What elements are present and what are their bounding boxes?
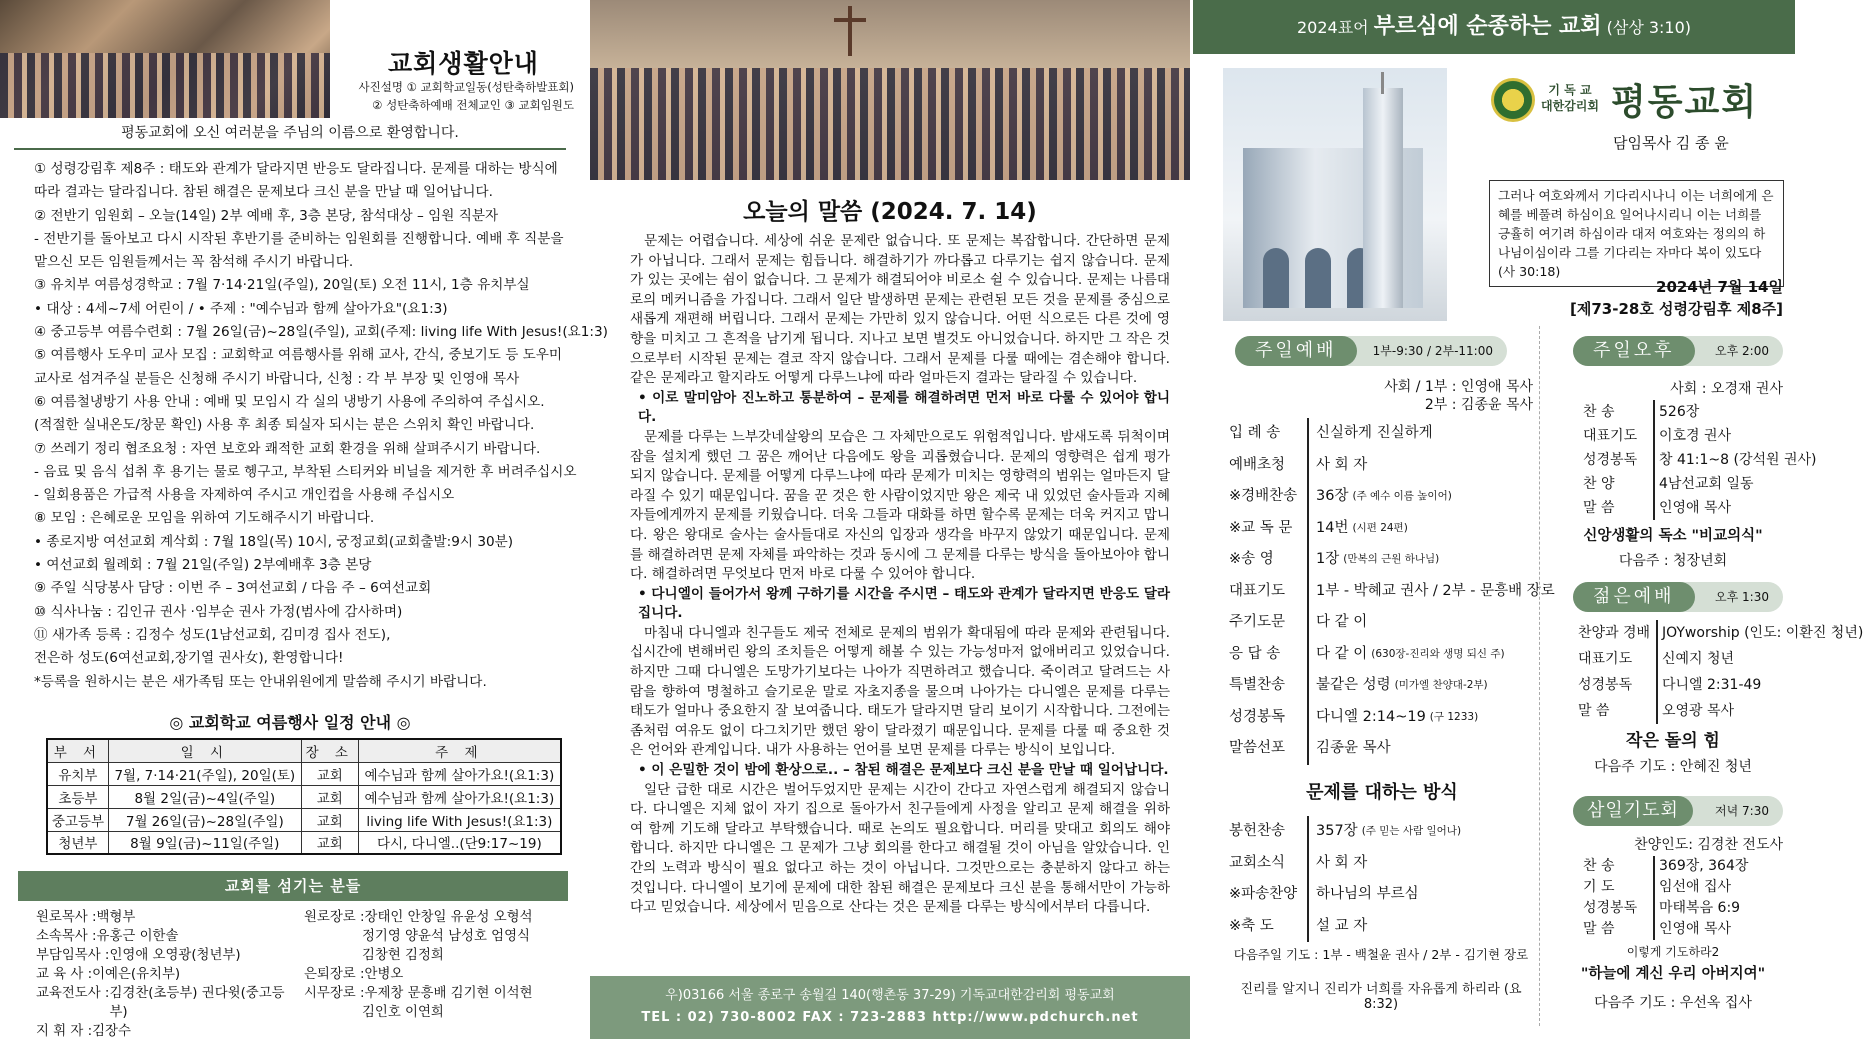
senior-pastor: 담임목사 김 종 윤	[1613, 134, 1729, 152]
order-label: 예배초청	[1229, 456, 1286, 473]
order-value: 14번	[1307, 513, 1348, 545]
staff-role	[304, 927, 362, 946]
order-label: 말씀선포	[1229, 740, 1286, 756]
wednesday-next: 다음주 기도 : 우선옥 집사	[1594, 995, 1752, 1011]
order-item	[1583, 472, 1793, 496]
staff-row	[36, 965, 301, 984]
order-item	[1229, 544, 1535, 576]
order-note: (주 믿는 사람 일어나)	[1361, 825, 1462, 837]
table-cell: 교회	[301, 808, 358, 831]
page-title: 교회생활안내	[388, 49, 539, 78]
order-label: 찬 양	[1583, 476, 1615, 492]
order-value: 526장	[1653, 400, 1699, 424]
sunday-service-header: 주일예배 1부-9:30 / 2부-11:00	[1235, 336, 1507, 366]
staff-list-left	[36, 908, 301, 1041]
notice-line: 맡으신 모든 임원들께서는 꼭 참석해 주시기 바랍니다.	[34, 254, 354, 271]
notices-column	[0, 0, 608, 1039]
church-building-image	[1223, 68, 1447, 321]
staff-row	[304, 1003, 574, 1022]
order-item	[1229, 513, 1535, 545]
wednesday-order-list	[1583, 856, 1793, 940]
notice-line: (적절한 실내온도/창문 확인) 사용 후 최종 퇴실자 되시는 분은 스위치 확인 바랍니다.	[34, 417, 535, 434]
order-item	[1583, 400, 1793, 424]
order-value: 369장, 364장	[1653, 856, 1748, 877]
staff-role	[304, 946, 362, 965]
order-note: (구 1233)	[1429, 710, 1479, 723]
staff-role	[304, 1003, 362, 1022]
order-label: ※교 독 문	[1229, 519, 1293, 536]
table-cell: 예수님과 함께 살아가요!(요1:3)	[358, 762, 561, 785]
order-label: 특별찬송	[1229, 677, 1286, 693]
order-item	[1229, 481, 1535, 513]
notice-line: - 전반기를 돌아보고 다시 시작된 후반기를 준비하는 임원회를 진행합니다. 예배 후 직분을	[34, 230, 564, 247]
youth-service-header: 젊은예배 오후 1:30	[1573, 582, 1783, 612]
staff-role: 시무장로 :	[304, 986, 365, 1001]
next-sunday-prayer: 다음주일 기도 : 1부 - 백철윤 권사 / 2부 - 김기현 장로	[1233, 947, 1529, 962]
staff-names: 김창현 김정희	[362, 948, 444, 963]
afternoon-presider: 사회 : 오경재 권사	[1670, 381, 1783, 397]
order-value: 다니엘 2:31-49	[1656, 672, 1761, 698]
order-note: (630장-진리와 생명 되신 주)	[1371, 647, 1505, 660]
staff-names: 김장수	[92, 1024, 131, 1039]
order-note: (만복의 근원 하나님)	[1343, 553, 1440, 565]
afternoon-message: 신앙생활의 독소 "비교의식"	[1583, 528, 1763, 544]
order-label: 대표기도	[1583, 428, 1638, 444]
notice-line: ⑩ 식사나눔 : 김인규 권사 ·임부순 권사 가정(범사에 감사하며)	[34, 603, 403, 620]
notice-line: ⑪ 새가족 등록 : 김정수 성도(1남선교회, 김미경 집사 전도),	[34, 626, 391, 643]
order-note: (미가엘 찬양대-2부)	[1394, 679, 1488, 691]
schedule-header: 주 제	[358, 739, 561, 762]
table-cell: 다시, 다니엘..(단9:17~19)	[358, 831, 561, 854]
congregation-photo	[590, 0, 1190, 180]
table-row	[47, 762, 561, 785]
sermon-heading: • 이 은밀한 것이 밤에 환상으로.. – 참된 해결은 문제보다 크신 분을 만날 때 일어납니다.	[638, 762, 1169, 779]
notice-line: ⑨ 주일 식당봉사 담당 : 이번 주 – 3여선교회 / 다음 주 – 6여선교회	[34, 580, 432, 597]
order-label: 성경봉독	[1583, 452, 1638, 468]
order-value: 사 회 자	[1307, 450, 1367, 482]
table-row	[47, 831, 561, 854]
order-label: 입 례 송	[1229, 425, 1281, 441]
order-value: 인영애 목사	[1653, 919, 1731, 940]
wednesday-sub: 이렇게 기도하라2	[1626, 945, 1720, 959]
order-item	[1583, 424, 1793, 448]
order-label: 주기도문	[1229, 614, 1286, 630]
notice-line: • 여선교회 월례회 : 7월 21일(주일) 2부예배후 3층 본당	[34, 557, 372, 574]
order-item	[1229, 670, 1535, 702]
order-value: 357장	[1307, 816, 1358, 848]
table-cell: living life With Jesus!(요1:3)	[358, 808, 561, 831]
order-value: 다니엘 2:14~19	[1307, 702, 1426, 734]
order-value: 신실하게 진실하게	[1307, 418, 1433, 450]
staff-row	[304, 965, 574, 984]
staff-names: 인영애 오영광(청년부)	[109, 948, 241, 963]
notice-line: ⑦ 쓰레기 정리 협조요청 : 자연 보호와 쾌적한 교회 환경을 위해 살펴주시기 바랍니다.	[34, 440, 541, 457]
notice-line: ⑥ 여름철냉방기 사용 안내 : 예배 및 모임시 각 실의 냉방기 사용에 주의하여 주십시오.	[34, 393, 545, 410]
order-item	[1229, 816, 1535, 848]
order-value: 4남선교회 일동	[1653, 472, 1754, 496]
order-value: 불같은 성령	[1307, 670, 1391, 702]
table-cell: 7월 26일(금)~28일(주일)	[108, 808, 301, 831]
order-label: 말 씀	[1583, 921, 1615, 937]
staff-role: 원로장로 :	[304, 910, 365, 925]
staff-role: 교육전도사 :	[36, 986, 110, 1001]
notice-list	[34, 158, 608, 694]
table-cell: 7월, 7·14·21(주일), 20일(토)	[108, 762, 301, 785]
staff-names: 장태인 안창일 유윤성 오형석	[364, 910, 533, 925]
afternoon-service-header: 주일오후 오후 2:00	[1573, 336, 1783, 366]
sermon-paragraph: 문제를 다루는 느부갓네살왕의 모습은 그 자체만으로도 위험적입니다. 밤새도록 뒤척이며 잠을 설치게 했던 그 꿈은 깨어난 다음에도 왕을 괴롭혔습니다. 문제의 영향력은 쉽게 평가되지 않습니다. 문제를 어떻게 다루느냐에 따라 문제가 미치는 영향력의 범위는 얼마든지 달라질 수 있기 때문입니다. 꿈을 꾼 것은 한 사람이었지만 왕은 제국 내 있었던 술사들과 지혜자들에게까지 문제를 키웠습니다. 더욱 그들과 대화를 하면 할수록 문제는 더욱 커지고 맙니다. 왕은 왕대로 술사는 술사들대로 자신의 입장과 생각을 바꾸지 않았기 때문입니다. 문제를 해결하려면 문제 자체를 파악하는 것과 동시에 그 문제를 다루는 방식을 돌아보아야 합니다. 해결하려면 무엇보다 먼저 바로 다룰 수 있어야 합니다.	[630, 428, 1170, 583]
notice-line: 교사로 섬겨주실 분들은 신청해 주시기 바랍니다, 신청 : 각 부 부장 및 인영애 목사	[34, 370, 520, 387]
staff-names: 우제창 문흥배 김기현 이석현	[364, 986, 533, 1001]
welcome-message: 평동교회에 오신 여러분을 주님의 이름으로 환영합니다.	[14, 122, 566, 150]
wednesday-service-header: 삼일기도회 저녁 7:30	[1573, 796, 1783, 826]
order-label: ※경배찬송	[1229, 488, 1298, 504]
afternoon-next: 다음주 : 청장년회	[1618, 553, 1728, 569]
order-item	[1578, 620, 1863, 646]
staff-names: 안병오	[364, 967, 404, 982]
order-value: 하나님의 부르심	[1307, 879, 1419, 911]
order-label: 성경봉독	[1578, 677, 1633, 693]
order-of-worship-column	[1193, 0, 1863, 1039]
notice-line: 따라 결과는 달라집니다. 참된 해결은 문제보다 크신 분을 만날 때 일어납니다.	[34, 184, 493, 201]
notice-line: • 대상 : 4세~7세 어린이 / • 주제 : "예수님과 함께 살아가요"(요1:3)	[34, 300, 448, 317]
staff-role: 은퇴장로 :	[304, 967, 365, 982]
closing-verse: 진리를 알지니 진리가 너희를 자유롭게 하리라 (요 8:32)	[1240, 982, 1522, 1012]
order-label: 응 답 송	[1229, 645, 1281, 662]
order-label: ※축 도	[1229, 917, 1274, 934]
sermon-paragraph: 마침내 다니엘과 친구들도 제국 전체로 문제의 범위가 확대됨에 따라 문제와 관련됩니다. 십시간에 변해버린 왕의 조치들은 어떻게 해볼 수 있는 가능성마저 없애버리고 있었습니다. 하지만 그때 다니엘은 도망가기보다는 나아가 직면하려고 했습니다. 죽이려고 달려드는 사람을 향하여 명철하고 슬기로운 말로 자초지종을 물으며 나아가는 다니엘은 문제를 다루는 태도가 얼마나 중요한지 잘 보여줍니다. 태도가 달라지면 달리 보이기 시작합니다. 그전에는 좀처럼 여유도 없이 다그치기만 했던 왕이 달라졌기 때문입니다. 문제를 다룰 때 중요한 것은 언어와 관계입니다. 내가 사용하는 언어를 보면 문제를 다루는 방식이 보입니다.	[630, 624, 1170, 759]
table-cell: 교회	[301, 831, 358, 854]
staff-row	[36, 927, 301, 946]
order-item	[1583, 448, 1817, 472]
denomination-name: 기 독 교 대한감리회	[1541, 83, 1599, 113]
notice-line: ⑧ 모임 : 은혜로운 모임을 위하여 기도해주시기 바랍니다.	[34, 510, 375, 527]
order-label: 대표기도	[1229, 582, 1286, 599]
notice-line: *등록을 원하시는 분은 새가족팀 또는 안내위원에게 말씀해 주시기 바랍니다.	[34, 673, 487, 690]
order-item	[1583, 496, 1793, 520]
order-label: ※송 영	[1229, 551, 1274, 567]
notice-line: - 음료 및 음식 섭취 후 용기는 물로 헹구고, 부착된 스티커와 비닐을 제거한 후 버려주십시오	[34, 463, 577, 480]
order-value: 설 교 자	[1307, 911, 1367, 943]
staff-names: 김경찬(초등부) 권다윗(중고등부)	[109, 986, 285, 1020]
order-value: JOYworship (인도: 이환진 청년)	[1656, 620, 1863, 646]
church-school-photo	[0, 0, 330, 118]
order-value: 다 같 이	[1307, 607, 1367, 639]
staff-names: 김인호 이연희	[362, 1005, 444, 1020]
order-item	[1583, 856, 1793, 877]
table-cell: 중고등부	[47, 808, 108, 831]
order-label: ※파송찬양	[1229, 886, 1298, 902]
order-item	[1229, 879, 1535, 911]
order-item	[1578, 646, 1793, 672]
staff-row	[36, 984, 301, 1022]
staff-role: 지 휘 자 :	[36, 1024, 93, 1039]
order-item	[1229, 911, 1535, 943]
sunday-order-list	[1229, 418, 1555, 765]
sunday-sermon-title: 문제를 대하는 방식	[1306, 782, 1458, 803]
footer	[590, 976, 1190, 1039]
motto-bar: 2024표어 부르심에 순종하는 교회 (삼상 3:10)	[1193, 0, 1795, 54]
table-cell: 8월 2일(금)~4일(주일)	[108, 785, 301, 808]
youth-next: 다음주 기도 : 안혜진 청년	[1594, 759, 1752, 775]
order-item	[1229, 639, 1535, 671]
order-label: 기 도	[1583, 879, 1615, 895]
sunday-presider: 사회 / 1부 : 인영애 목사 2부 : 김종윤 목사	[1384, 379, 1533, 413]
order-item	[1583, 877, 1793, 898]
schedule-title: ◎ 교회학교 여름행사 일정 안내 ◎	[169, 713, 411, 732]
order-value: 신예지 청년	[1656, 646, 1734, 672]
sermon-column	[590, 0, 1190, 1039]
order-value: 창 41:1~8 (강석원 권사)	[1653, 448, 1817, 472]
order-label: 교회소식	[1229, 854, 1286, 871]
order-value: 이호경 권사	[1653, 424, 1731, 448]
notice-line: - 일회용품은 가급적 사용을 자제하여 주시고 개인컵을 사용해 주십시오	[34, 487, 455, 504]
afternoon-order-list	[1583, 400, 1817, 520]
staff-names: 이예은(유치부)	[92, 967, 181, 982]
sermon-text	[630, 232, 1170, 918]
order-item	[1229, 418, 1535, 450]
order-item	[1583, 919, 1793, 940]
servants-title: 교회를 섬기는 분들	[18, 871, 568, 901]
sermon-paragraph: 일단 급한 대로 시간은 벌어두었지만 문제는 시간이 간다고 자연스럽게 해결되지 않습니다. 다니엘은 지체 없이 자기 집으로 돌아가서 친구들에게 사정을 알리고 문제 해결을 위하여 함께 기도해 달라고 부탁했습니다. 때로 논의도 필요합니다. 머리를 맞대고 회의도 해야 합니다. 하지만 다니엘은 그 문제가 그냥 회의를 한다고 해결될 것이 아님을 알았습니다. 인간의 노력과 방식이 필요 없다고 하는 것이 아닙니다. 그것만으로는 충분하지 않다고 하는 것입니다. 다니엘이 보기에 문제에 대한 참된 해결은 문제보다 크신 분을 통해서만이 가능하다고 믿었습니다. 세상에서 믿음으로 산다는 것은 문제를 다루는 방식에서부터 다릅니다.	[630, 781, 1170, 916]
staff-names: 유홍근 이한솔	[96, 929, 179, 944]
order-item	[1229, 450, 1535, 482]
photo-caption: 사진설명 ① 교회학교일동(성탄축하발표회) ② 성탄축하예배 전체교인 ③ 교회임원도	[358, 80, 574, 112]
order-label: 말 씀	[1578, 703, 1610, 719]
order-item	[1229, 702, 1535, 734]
order-item	[1229, 607, 1535, 639]
order-item	[1229, 848, 1535, 880]
denomination-logo	[1491, 78, 1535, 122]
order-item	[1578, 698, 1793, 724]
staff-names: 정기영 양윤석 남성호 엄영식	[362, 929, 530, 944]
order-item	[1583, 898, 1793, 919]
table-cell: 예수님과 함께 살아가요!(요1:3)	[358, 785, 561, 808]
order-value: 사 회 자	[1307, 848, 1367, 880]
staff-row	[304, 946, 574, 965]
staff-role: 소속목사 :	[36, 929, 97, 944]
order-value: 김종윤 목사	[1307, 733, 1391, 765]
staff-role: 교 육 사 :	[36, 967, 93, 982]
order-label: 대표기도	[1578, 651, 1633, 667]
table-cell: 청년부	[47, 831, 108, 854]
table-cell: 교회	[301, 762, 358, 785]
order-item	[1229, 733, 1535, 765]
sermon-heading: • 다니엘이 들어가서 왕께 구하기를 시간을 주시면 – 태도와 관계가 달라지면 반응도 달라집니다.	[638, 585, 1170, 622]
order-label: 찬양과 경배	[1578, 625, 1651, 641]
staff-row	[304, 984, 574, 1003]
order-note: (시편 24편)	[1352, 521, 1408, 534]
notice-line: ③ 유치부 여름성경학교 : 7월 7·14·21일(주일), 20일(토) 오전 11시, 1층 유치부실	[34, 277, 530, 294]
table-cell: 초등부	[47, 785, 108, 808]
order-label: 봉헌찬송	[1229, 823, 1286, 839]
staff-row	[36, 908, 301, 927]
notice-line: • 종로지방 여선교회 계삭회 : 7월 18일(목) 10시, 궁정교회(교회출발:9시 30분)	[34, 533, 514, 550]
sermon-title: 오늘의 말씀 (2024. 7. 14)	[743, 199, 1037, 225]
staff-role: 원로목사 :	[36, 910, 97, 925]
notice-line: ④ 중고등부 여름수련회 : 7월 26일(금)~28일(주일), 교회(주제: living life With Jesus!(요1:3)	[34, 324, 608, 341]
order-value: 임선애 집사	[1653, 877, 1731, 898]
order-item	[1578, 672, 1793, 698]
order-label: 성경봉독	[1583, 900, 1638, 916]
wednesday-message: "하늘에 계신 우리 아버지여"	[1580, 966, 1766, 982]
table-row	[47, 808, 561, 831]
order-label: 말 씀	[1583, 500, 1615, 516]
verse-box: 그러나 여호와께서 기다리시나니 이는 너희에게 은혜를 베풀려 하심이요 일어나시리니 이는 너희를 긍휼히 여기려 하심이라 대저 여호와는 정의의 하나님이심이라 그를 기다리는 자마다 복이 있도다 (사 30:18)	[1489, 180, 1784, 287]
notice-line: ② 전반기 임원회 – 오늘(14일) 2부 예배 후, 3층 본당, 참석대상 – 임원 직분자	[34, 207, 499, 224]
footer-contact: TEL : 02) 730-8002 FAX : 723-2883 http://www.pdchurch.net	[641, 1010, 1139, 1025]
youth-message: 작은 돌의 힘	[1626, 731, 1720, 751]
order-value: 마태복음 6:9	[1653, 898, 1740, 919]
order-value: 오영광 목사	[1656, 698, 1734, 724]
order-item	[1229, 576, 1555, 608]
order-label: 찬 송	[1583, 858, 1615, 874]
staff-row	[36, 1022, 301, 1041]
notice-line: 전은하 성도(6여선교회,장기열 권사女), 환영합니다!	[34, 650, 344, 667]
staff-row	[36, 946, 301, 965]
order-value: 1장	[1307, 544, 1339, 576]
staff-row	[304, 927, 574, 946]
sermon-heading: • 이로 말미암아 진노하고 통분하여 – 문제를 해결하려면 먼저 바로 다룰 수 있어야 합니다.	[638, 389, 1170, 426]
notice-line: ① 성령강림후 제8주 : 태도와 관계가 달라지면 반응도 달라집니다. 문제를 대하는 방식에	[34, 161, 558, 177]
schedule-header: 장 소	[301, 739, 358, 762]
schedule-header: 일 시	[108, 739, 301, 762]
order-note: (주 예수 이름 높이어)	[1352, 490, 1452, 502]
sunday-order-list-2	[1229, 816, 1535, 942]
table-row	[47, 785, 561, 808]
order-label: 찬 송	[1583, 404, 1615, 420]
table-cell: 유치부	[47, 762, 108, 785]
order-value: 36장	[1307, 481, 1348, 513]
schedule-table	[46, 738, 562, 855]
order-value: 인영애 목사	[1653, 496, 1731, 520]
staff-row	[304, 908, 574, 927]
staff-role: 부담임목사 :	[36, 948, 110, 963]
staff-names: 백형부	[96, 910, 136, 925]
table-cell: 8월 9일(금)~11일(주일)	[108, 831, 301, 854]
schedule-header: 부 서	[47, 739, 108, 762]
wednesday-leader: 찬양인도: 김경찬 전도사	[1634, 837, 1783, 853]
bulletin-date: 2024년 7월 14일 [제73-28호 성령강림후 제8주]	[1570, 278, 1783, 318]
footer-address: 우)03166 서울 종로구 송월길 140(행촌동 37-29) 기독교대한감리회 평동교회	[665, 988, 1115, 1003]
youth-order-list	[1578, 620, 1863, 724]
order-value: 1부 - 박혜교 권사 / 2부 - 문흥배 장로	[1307, 576, 1555, 608]
order-value: 다 같 이	[1307, 639, 1367, 671]
sermon-paragraph: 문제는 어렵습니다. 세상에 쉬운 문제란 없습니다. 또 문제는 복잡합니다. 간단하면 문제가 아닙니다. 그래서 문제는 힘듭니다. 해결하기가 까다롭고 다루기는 쉽지 않습니다. 문제가 있는 곳에는 쉼이 없습니다. 그 문제가 해결되어야 비로소 쉴 수 있습니다. 문제는 나름대로의 메커니즘을 가집니다. 그래서 일단 발생하면 문제는 관련된 모든 것을 문제를 중심으로 새롭게 재편해 버립니다. 그래서 문제는 가만히 있지 않습니다. 어떤 식으로든 다른 것에 영향을 미치고 그 흔적을 남기게 됩니다. 지나고 보면 별것도 아니었습니다. 하지만 그 작은 것으로부터 시작된 문제는 결코 작지 않습니다. 그래서 문제를 다룰 때에는 겸손해야 합니다. 같은 문제라고 할지라도 어떻게 다루느냐에 따라 얼마든지 결과는 달라질 수 있습니다.	[630, 233, 1170, 387]
staff-list-right	[304, 908, 574, 1022]
notice-line: ⑤ 여름행사 도우미 교사 모집 : 교회학교 여름행사를 위해 교사, 간식, 중보기도 등 도우미	[34, 347, 563, 364]
order-label: 성경봉독	[1229, 708, 1286, 725]
table-cell: 교회	[301, 785, 358, 808]
church-name: 평동교회	[1611, 82, 1759, 123]
